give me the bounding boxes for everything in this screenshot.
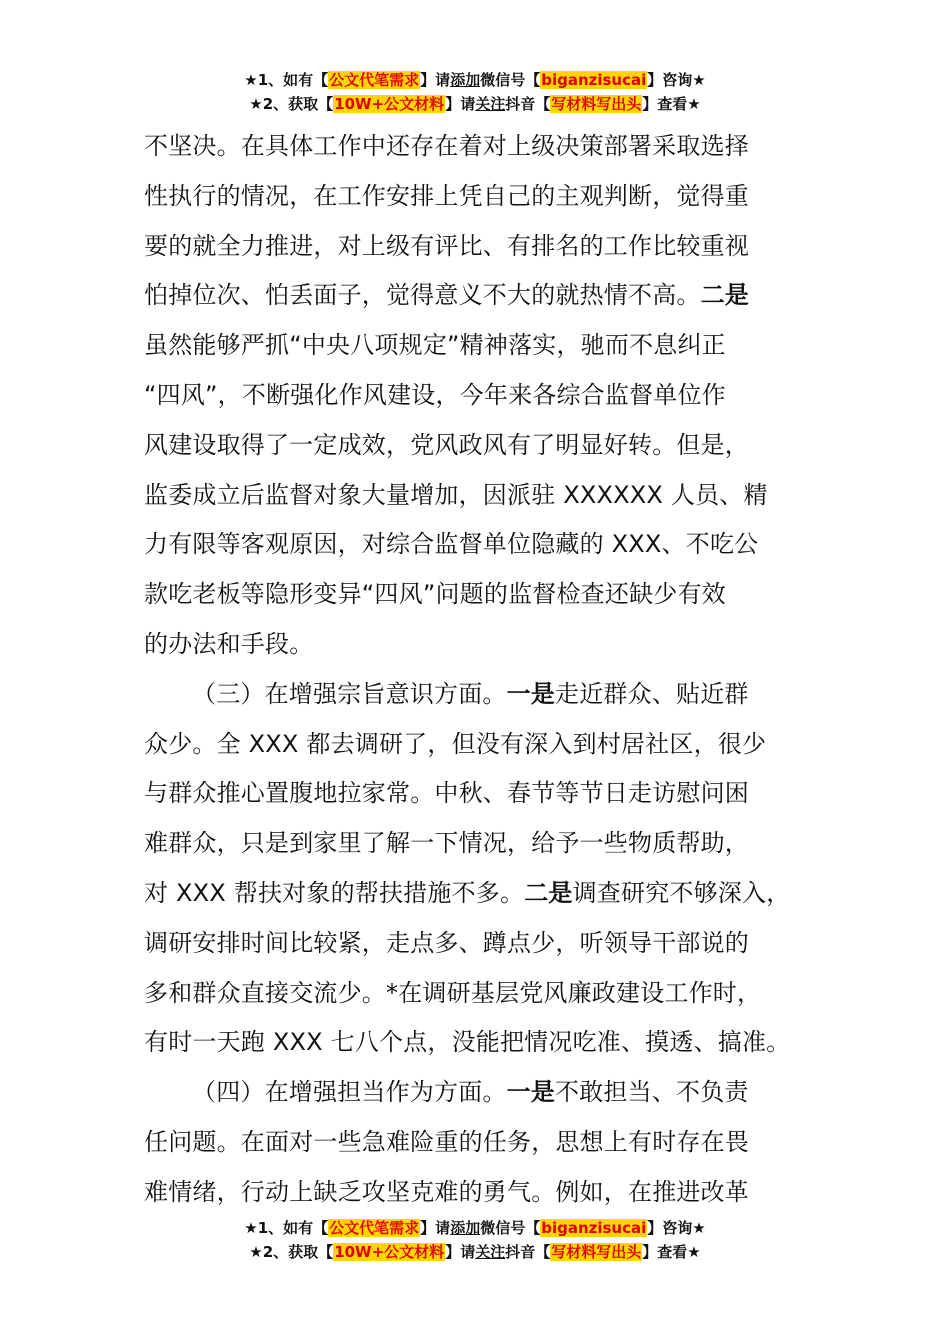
banner-text: ★2、获取【 <box>249 1243 334 1261</box>
body-line: 监委成立后监督对象大量增加，因派驻 XXXXXX 人员、精 <box>144 480 768 509</box>
banner-line-2 <box>0 92 950 116</box>
body-line: 虽然能够严抓“中央八项规定”精神落实，驰而不息纠正 <box>144 331 726 360</box>
banner-underline: 关注 <box>475 95 506 113</box>
banner-text: ★2、获取【 <box>249 95 334 113</box>
banner-highlight: 公文代笔需求 <box>329 71 420 89</box>
body-line: 性执行的情况，在工作安排上凭自己的主观判断，觉得重 <box>144 181 749 210</box>
banner-text: ★1、如有【 <box>244 1219 329 1237</box>
section-heading-line <box>144 1068 824 1118</box>
body-line: 要的就全力推进，对上级有评比、有排名的工作比较重视 <box>144 231 749 260</box>
body-text: 怕掉位次、怕丢面子，觉得意义不大的就热情不高。 <box>144 281 701 310</box>
section-heading-line <box>144 670 824 720</box>
document-body <box>144 122 824 1218</box>
body-line: 款吃老板等隐形变异“四风”问题的监督检查还缺少有效 <box>144 580 726 609</box>
banner-text: ★1、如有【 <box>244 71 329 89</box>
banner-highlight: 10W+公文材料 <box>334 1243 445 1261</box>
banner-text: 】查看★ <box>642 1243 701 1261</box>
emphasis-text: 一是 <box>506 679 556 708</box>
body-line: 与群众推心置腹地拉家常。中秋、春节等节日走访慰问困 <box>144 779 749 808</box>
body-text: 对 XXX 帮扶对象的帮扶措施不多。 <box>144 878 525 907</box>
header-banner <box>0 68 950 116</box>
body-line: 多和群众直接交流少。*在调研基层党风廉政建设工作时， <box>144 978 762 1007</box>
body-line <box>144 869 824 919</box>
banner-text: 微信号【 <box>480 1219 541 1237</box>
banner-text: 】请 <box>420 71 451 89</box>
body-line: 有时一天跑 XXX 七八个点，没能把情况吃准、摸透、搞准。 <box>144 1028 791 1057</box>
banner-line-2 <box>0 1240 950 1264</box>
body-line: 不坚决。在具体工作中还存在着对上级决策部署采取选择 <box>144 132 749 160</box>
banner-highlight: biganzisucai <box>541 1219 647 1237</box>
banner-text: 】请 <box>420 1219 451 1237</box>
banner-text: 】请 <box>445 1243 476 1261</box>
section-heading: （三）在增强宗旨意识方面。 <box>192 679 507 708</box>
banner-text: 微信号【 <box>480 71 541 89</box>
emphasis-text: 二是 <box>700 281 750 310</box>
banner-highlight: biganzisucai <box>541 71 647 89</box>
section-heading: （四）在增强担当作为方面。 <box>192 1078 507 1107</box>
banner-highlight: 写材料写出头 <box>551 1243 642 1261</box>
body-line: 的办法和手段。 <box>144 629 314 658</box>
emphasis-text: 一是 <box>506 1078 556 1107</box>
body-line: 力有限等客观原因，对综合监督单位隐藏的 XXX、不吃公 <box>144 530 759 559</box>
body-line <box>144 271 824 321</box>
footer-banner <box>0 1216 950 1264</box>
banner-text: 抖音【 <box>505 95 551 113</box>
banner-text: 抖音【 <box>505 1243 551 1261</box>
body-line: 任问题。在面对一些急难险重的任务，思想上有时存在畏 <box>144 1127 749 1156</box>
banner-highlight: 10W+公文材料 <box>334 95 445 113</box>
banner-text: 】咨询★ <box>647 1219 706 1237</box>
body-line: 风建设取得了一定成效，党风政风有了明显好转。但是， <box>144 430 749 459</box>
banner-underline: 关注 <box>475 1243 506 1261</box>
body-line: 难情绪，行动上缺乏攻坚克难的勇气。例如，在推进改革 <box>144 1177 749 1206</box>
body-text: 不敢担当、不负责 <box>555 1078 749 1107</box>
banner-text: 】查看★ <box>642 95 701 113</box>
banner-line-1 <box>0 1216 950 1240</box>
banner-text: 】咨询★ <box>647 71 706 89</box>
banner-underline: 添加 <box>450 71 481 89</box>
emphasis-text: 二是 <box>524 878 573 907</box>
body-line: 调研安排时间比较紧，走点多、蹲点少，听领导干部说的 <box>144 928 749 957</box>
body-line: “四风”，不断强化作风建设，今年来各综合监督单位作 <box>144 380 726 409</box>
banner-highlight: 写材料写出头 <box>551 95 642 113</box>
banner-underline: 添加 <box>450 1219 481 1237</box>
body-text: 调查研究不够深入， <box>572 878 791 907</box>
body-line: 众少。全 XXX 都去调研了，但没有深入到村居社区，很少 <box>144 729 767 758</box>
banner-text: 】请 <box>445 95 476 113</box>
body-line: 难群众，只是到家里了解一下情况，给予一些物质帮助， <box>144 829 749 858</box>
banner-line-1 <box>0 68 950 92</box>
banner-highlight: 公文代笔需求 <box>329 1219 420 1237</box>
body-text: 走近群众、贴近群 <box>555 679 749 708</box>
